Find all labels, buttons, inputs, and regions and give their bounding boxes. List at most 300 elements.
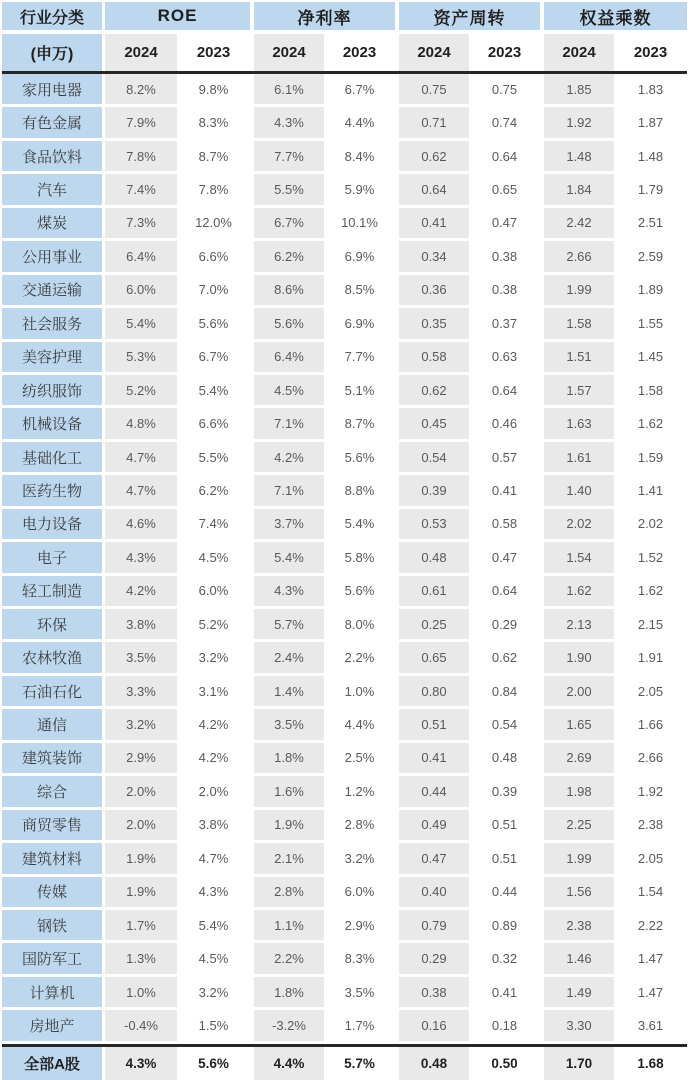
industry-name-cell: 社会服务 [2, 308, 102, 341]
table-row [2, 676, 687, 709]
value-cell: 1.59 [614, 442, 687, 475]
table-row [2, 141, 687, 174]
industry-name-cell: 综合 [2, 776, 102, 809]
value-cell: 2.05 [614, 676, 687, 709]
value-cell: 4.7% [177, 843, 250, 876]
value-cell: 1.61 [544, 442, 614, 475]
value-cell: 0.44 [469, 877, 540, 910]
value-cell: 0.16 [399, 1010, 469, 1043]
value-cell: 2.8% [324, 810, 395, 843]
value-cell: 3.8% [105, 609, 177, 642]
value-cell: 1.0% [324, 676, 395, 709]
value-cell: 5.2% [105, 375, 177, 408]
table-row [2, 843, 687, 876]
year-header: 2024 [105, 34, 177, 71]
value-cell: 0.51 [469, 843, 540, 876]
value-cell: 4.2% [177, 709, 250, 742]
industry-name-cell: 商贸零售 [2, 810, 102, 843]
value-cell: 3.2% [324, 843, 395, 876]
value-cell: 10.1% [324, 208, 395, 241]
value-cell: 2.59 [614, 241, 687, 274]
value-cell: 2.05 [614, 843, 687, 876]
value-cell: 2.9% [324, 910, 395, 943]
value-cell: 7.3% [105, 208, 177, 241]
table-row [2, 977, 687, 1010]
table-row [2, 609, 687, 642]
table-row [2, 342, 687, 375]
value-cell: 5.6% [324, 576, 395, 609]
value-cell: 0.38 [399, 977, 469, 1010]
value-cell: 1.9% [105, 877, 177, 910]
industry-name-cell: 有色金属 [2, 107, 102, 140]
value-cell: 2.00 [544, 676, 614, 709]
value-cell: 6.2% [177, 475, 250, 508]
value-cell: 8.3% [177, 107, 250, 140]
value-cell: 0.46 [469, 408, 540, 441]
value-cell: 1.49 [544, 977, 614, 1010]
value-cell: 0.37 [469, 308, 540, 341]
value-cell: 0.80 [399, 676, 469, 709]
industry-name-cell: 轻工制造 [2, 576, 102, 609]
value-cell: 0.74 [469, 107, 540, 140]
group-header-net-margin: 净利率 [254, 2, 395, 34]
value-cell: 1.63 [544, 408, 614, 441]
value-cell: 0.51 [399, 709, 469, 742]
value-cell: 1.57 [544, 375, 614, 408]
value-cell: 1.1% [254, 910, 324, 943]
value-cell: 6.7% [324, 74, 395, 107]
value-cell: 3.1% [177, 676, 250, 709]
table-row [2, 241, 687, 274]
value-cell: 4.2% [254, 442, 324, 475]
value-cell: 3.61 [614, 1010, 687, 1043]
value-cell: -3.2% [254, 1010, 324, 1043]
value-cell: 6.6% [177, 241, 250, 274]
value-cell: 1.70 [544, 1047, 614, 1080]
value-cell: 0.64 [399, 174, 469, 207]
industry-name-cell: 建筑装饰 [2, 743, 102, 776]
value-cell: 0.58 [399, 342, 469, 375]
value-cell: 7.8% [177, 174, 250, 207]
value-cell: 2.15 [614, 609, 687, 642]
table-row [2, 308, 687, 341]
value-cell: 2.25 [544, 810, 614, 843]
value-cell: 3.2% [177, 977, 250, 1010]
value-cell: 0.49 [399, 810, 469, 843]
value-cell: 2.66 [544, 241, 614, 274]
value-cell: 4.2% [105, 576, 177, 609]
value-cell: 1.68 [614, 1047, 687, 1080]
value-cell: 0.41 [469, 475, 540, 508]
table-row [2, 74, 687, 107]
value-cell: 1.4% [254, 676, 324, 709]
value-cell: 0.63 [469, 342, 540, 375]
value-cell: 1.87 [614, 107, 687, 140]
value-cell: 1.62 [614, 576, 687, 609]
value-cell: 1.2% [324, 776, 395, 809]
value-cell: 0.41 [399, 208, 469, 241]
value-cell: 0.48 [469, 743, 540, 776]
value-cell: 0.47 [469, 542, 540, 575]
year-header: 2023 [177, 34, 250, 71]
value-cell: 0.47 [399, 843, 469, 876]
value-cell: 5.4% [177, 910, 250, 943]
table-row [2, 910, 687, 943]
table-row [2, 509, 687, 542]
value-cell: 4.7% [105, 475, 177, 508]
value-cell: 0.36 [399, 275, 469, 308]
industry-name-cell: 农林牧渔 [2, 642, 102, 675]
value-cell: 7.8% [105, 141, 177, 174]
value-cell: 1.8% [254, 977, 324, 1010]
value-cell: 3.30 [544, 1010, 614, 1043]
year-header: 2024 [544, 34, 614, 71]
value-cell: 2.0% [105, 776, 177, 809]
value-cell: 0.62 [399, 141, 469, 174]
value-cell: 9.8% [177, 74, 250, 107]
value-cell: 1.62 [614, 408, 687, 441]
year-header: 2023 [614, 34, 687, 71]
value-cell: 7.4% [105, 174, 177, 207]
value-cell: 5.4% [105, 308, 177, 341]
value-cell: 0.45 [399, 408, 469, 441]
value-cell: 1.92 [544, 107, 614, 140]
value-cell: 1.9% [105, 843, 177, 876]
value-cell: 4.2% [177, 743, 250, 776]
industry-name-cell: 通信 [2, 709, 102, 742]
value-cell: 0.34 [399, 241, 469, 274]
value-cell: 8.4% [324, 141, 395, 174]
total-row [2, 1047, 687, 1080]
industry-name-cell: 房地产 [2, 1010, 102, 1043]
industry-name-cell: 石油石化 [2, 676, 102, 709]
year-header: 2023 [469, 34, 540, 71]
value-cell: 1.66 [614, 709, 687, 742]
table-row [2, 375, 687, 408]
value-cell: 1.3% [105, 943, 177, 976]
industry-name-cell: 美容护理 [2, 342, 102, 375]
value-cell: 1.40 [544, 475, 614, 508]
value-cell: 0.29 [469, 609, 540, 642]
value-cell: 8.2% [105, 74, 177, 107]
industry-name-cell: 机械设备 [2, 408, 102, 441]
value-cell: 0.18 [469, 1010, 540, 1043]
value-cell: 0.41 [469, 977, 540, 1010]
table-body [2, 74, 687, 1044]
value-cell: 0.53 [399, 509, 469, 542]
value-cell: 1.0% [105, 977, 177, 1010]
table-row [2, 174, 687, 207]
year-header-row [2, 34, 687, 71]
table-row [2, 776, 687, 809]
value-cell: 6.1% [254, 74, 324, 107]
group-header-roe: ROE [105, 2, 250, 34]
value-cell: 8.6% [254, 275, 324, 308]
value-cell: 0.64 [469, 141, 540, 174]
table-row [2, 943, 687, 976]
value-cell: 1.45 [614, 342, 687, 375]
value-cell: 3.5% [105, 642, 177, 675]
table-row [2, 208, 687, 241]
value-cell: 1.79 [614, 174, 687, 207]
value-cell: 6.9% [324, 241, 395, 274]
value-cell: 8.5% [324, 275, 395, 308]
value-cell: 2.2% [324, 642, 395, 675]
value-cell: 6.7% [254, 208, 324, 241]
value-cell: 2.13 [544, 609, 614, 642]
industry-name-cell: 钢铁 [2, 910, 102, 943]
table-row [2, 642, 687, 675]
value-cell: 2.4% [254, 642, 324, 675]
value-cell: 4.6% [105, 509, 177, 542]
corner-cell-industry-label: 行业分类 [2, 2, 102, 34]
value-cell: 7.0% [177, 275, 250, 308]
value-cell: 0.65 [399, 642, 469, 675]
year-header: 2024 [399, 34, 469, 71]
industry-name-cell: 煤炭 [2, 208, 102, 241]
value-cell: 1.7% [105, 910, 177, 943]
value-cell: 4.8% [105, 408, 177, 441]
value-cell: 0.79 [399, 910, 469, 943]
value-cell: 0.75 [399, 74, 469, 107]
industry-name-cell: 公用事业 [2, 241, 102, 274]
industry-name-cell: 环保 [2, 609, 102, 642]
value-cell: 2.42 [544, 208, 614, 241]
value-cell: 6.9% [324, 308, 395, 341]
value-cell: 0.39 [469, 776, 540, 809]
value-cell: 0.54 [399, 442, 469, 475]
value-cell: 2.02 [544, 509, 614, 542]
value-cell: 0.58 [469, 509, 540, 542]
value-cell: 6.7% [177, 342, 250, 375]
value-cell: 7.9% [105, 107, 177, 140]
value-cell: 1.84 [544, 174, 614, 207]
value-cell: 0.40 [399, 877, 469, 910]
value-cell: 4.4% [324, 107, 395, 140]
table-row [2, 810, 687, 843]
table-row [2, 442, 687, 475]
value-cell: 0.38 [469, 241, 540, 274]
value-cell: 8.0% [324, 609, 395, 642]
value-cell: 1.47 [614, 943, 687, 976]
value-cell: 4.3% [105, 1047, 177, 1080]
industry-name-cell: 食品饮料 [2, 141, 102, 174]
value-cell: 1.85 [544, 74, 614, 107]
industry-name-cell: 国防军工 [2, 943, 102, 976]
value-cell: 0.64 [469, 375, 540, 408]
value-cell: 2.38 [614, 810, 687, 843]
value-cell: 1.89 [614, 275, 687, 308]
value-cell: 1.54 [614, 877, 687, 910]
value-cell: 0.29 [399, 943, 469, 976]
value-cell: 7.7% [324, 342, 395, 375]
value-cell: 8.8% [324, 475, 395, 508]
total-row-label: 全部A股 [2, 1047, 102, 1080]
value-cell: 1.65 [544, 709, 614, 742]
value-cell: 5.6% [177, 308, 250, 341]
value-cell: 7.7% [254, 141, 324, 174]
industry-name-cell: 纺织服饰 [2, 375, 102, 408]
table-row [2, 709, 687, 742]
value-cell: 1.90 [544, 642, 614, 675]
value-cell: 5.9% [324, 174, 395, 207]
value-cell: 7.1% [254, 408, 324, 441]
group-header-asset-turnover: 资产周转 [399, 2, 540, 34]
value-cell: 5.8% [324, 542, 395, 575]
value-cell: 2.0% [105, 810, 177, 843]
value-cell: 2.9% [105, 743, 177, 776]
value-cell: 5.5% [177, 442, 250, 475]
value-cell: 0.84 [469, 676, 540, 709]
value-cell: 8.3% [324, 943, 395, 976]
value-cell: 5.7% [254, 609, 324, 642]
value-cell: 2.0% [177, 776, 250, 809]
value-cell: 5.6% [324, 442, 395, 475]
industry-name-cell: 电力设备 [2, 509, 102, 542]
value-cell: 0.32 [469, 943, 540, 976]
value-cell: 0.38 [469, 275, 540, 308]
value-cell: 6.2% [254, 241, 324, 274]
value-cell: 1.5% [177, 1010, 250, 1043]
value-cell: 1.46 [544, 943, 614, 976]
value-cell: 0.57 [469, 442, 540, 475]
value-cell: 0.62 [469, 642, 540, 675]
value-cell: 4.3% [105, 542, 177, 575]
value-cell: 3.5% [324, 977, 395, 1010]
value-cell: 5.3% [105, 342, 177, 375]
group-header-row [2, 2, 687, 34]
value-cell: 1.51 [544, 342, 614, 375]
year-header: 2023 [324, 34, 395, 71]
table-row [2, 576, 687, 609]
industry-name-cell: 传媒 [2, 877, 102, 910]
value-cell: 2.02 [614, 509, 687, 542]
value-cell: 1.55 [614, 308, 687, 341]
industry-name-cell: 建筑材料 [2, 843, 102, 876]
value-cell: -0.4% [105, 1010, 177, 1043]
value-cell: 5.1% [324, 375, 395, 408]
value-cell: 0.47 [469, 208, 540, 241]
value-cell: 1.8% [254, 743, 324, 776]
value-cell: 8.7% [177, 141, 250, 174]
table-row [2, 408, 687, 441]
value-cell: 0.39 [399, 475, 469, 508]
value-cell: 0.50 [469, 1047, 540, 1080]
group-header-equity-multiplier: 权益乘数 [544, 2, 687, 34]
value-cell: 5.5% [254, 174, 324, 207]
value-cell: 4.3% [254, 107, 324, 140]
value-cell: 2.8% [254, 877, 324, 910]
value-cell: 1.48 [544, 141, 614, 174]
value-cell: 0.44 [399, 776, 469, 809]
value-cell: 4.5% [177, 943, 250, 976]
value-cell: 1.41 [614, 475, 687, 508]
table-row [2, 743, 687, 776]
value-cell: 6.0% [177, 576, 250, 609]
value-cell: 6.4% [105, 241, 177, 274]
value-cell: 4.5% [254, 375, 324, 408]
value-cell: 7.4% [177, 509, 250, 542]
value-cell: 0.48 [399, 1047, 469, 1080]
value-cell: 3.3% [105, 676, 177, 709]
value-cell: 2.22 [614, 910, 687, 943]
industry-name-cell: 家用电器 [2, 74, 102, 107]
table-row [2, 475, 687, 508]
value-cell: 1.58 [614, 375, 687, 408]
value-cell: 0.41 [399, 743, 469, 776]
value-cell: 2.2% [254, 943, 324, 976]
value-cell: 0.25 [399, 609, 469, 642]
value-cell: 5.7% [324, 1047, 395, 1080]
table-row [2, 877, 687, 910]
value-cell: 0.64 [469, 576, 540, 609]
industry-name-cell: 交通运输 [2, 275, 102, 308]
value-cell: 1.54 [544, 542, 614, 575]
value-cell: 1.48 [614, 141, 687, 174]
value-cell: 0.62 [399, 375, 469, 408]
value-cell: 1.52 [614, 542, 687, 575]
value-cell: 1.9% [254, 810, 324, 843]
value-cell: 5.4% [254, 542, 324, 575]
value-cell: 3.8% [177, 810, 250, 843]
value-cell: 0.75 [469, 74, 540, 107]
table-row [2, 107, 687, 140]
industry-name-cell: 基础化工 [2, 442, 102, 475]
value-cell: 0.65 [469, 174, 540, 207]
value-cell: 0.71 [399, 107, 469, 140]
value-cell: 1.62 [544, 576, 614, 609]
value-cell: 1.98 [544, 776, 614, 809]
table-row [2, 275, 687, 308]
value-cell: 2.66 [614, 743, 687, 776]
value-cell: 0.35 [399, 308, 469, 341]
value-cell: 4.4% [324, 709, 395, 742]
value-cell: 4.3% [254, 576, 324, 609]
table-row [2, 1010, 687, 1043]
value-cell: 2.51 [614, 208, 687, 241]
value-cell: 6.4% [254, 342, 324, 375]
value-cell: 6.6% [177, 408, 250, 441]
value-cell: 6.0% [105, 275, 177, 308]
value-cell: 4.4% [254, 1047, 324, 1080]
value-cell: 1.83 [614, 74, 687, 107]
value-cell: 0.89 [469, 910, 540, 943]
value-cell: 5.2% [177, 609, 250, 642]
value-cell: 2.5% [324, 743, 395, 776]
value-cell: 8.7% [324, 408, 395, 441]
value-cell: 12.0% [177, 208, 250, 241]
value-cell: 5.6% [254, 308, 324, 341]
value-cell: 3.7% [254, 509, 324, 542]
value-cell: 5.4% [177, 375, 250, 408]
value-cell: 2.38 [544, 910, 614, 943]
corner-cell-shenwan-label: (申万) [2, 34, 102, 71]
value-cell: 6.0% [324, 877, 395, 910]
value-cell: 1.56 [544, 877, 614, 910]
value-cell: 1.99 [544, 275, 614, 308]
industry-name-cell: 汽车 [2, 174, 102, 207]
value-cell: 3.2% [177, 642, 250, 675]
value-cell: 1.92 [614, 776, 687, 809]
value-cell: 1.7% [324, 1010, 395, 1043]
value-cell: 5.4% [324, 509, 395, 542]
value-cell: 7.1% [254, 475, 324, 508]
value-cell: 1.47 [614, 977, 687, 1010]
value-cell: 1.6% [254, 776, 324, 809]
year-header: 2024 [254, 34, 324, 71]
table-row [2, 542, 687, 575]
industry-name-cell: 医药生物 [2, 475, 102, 508]
